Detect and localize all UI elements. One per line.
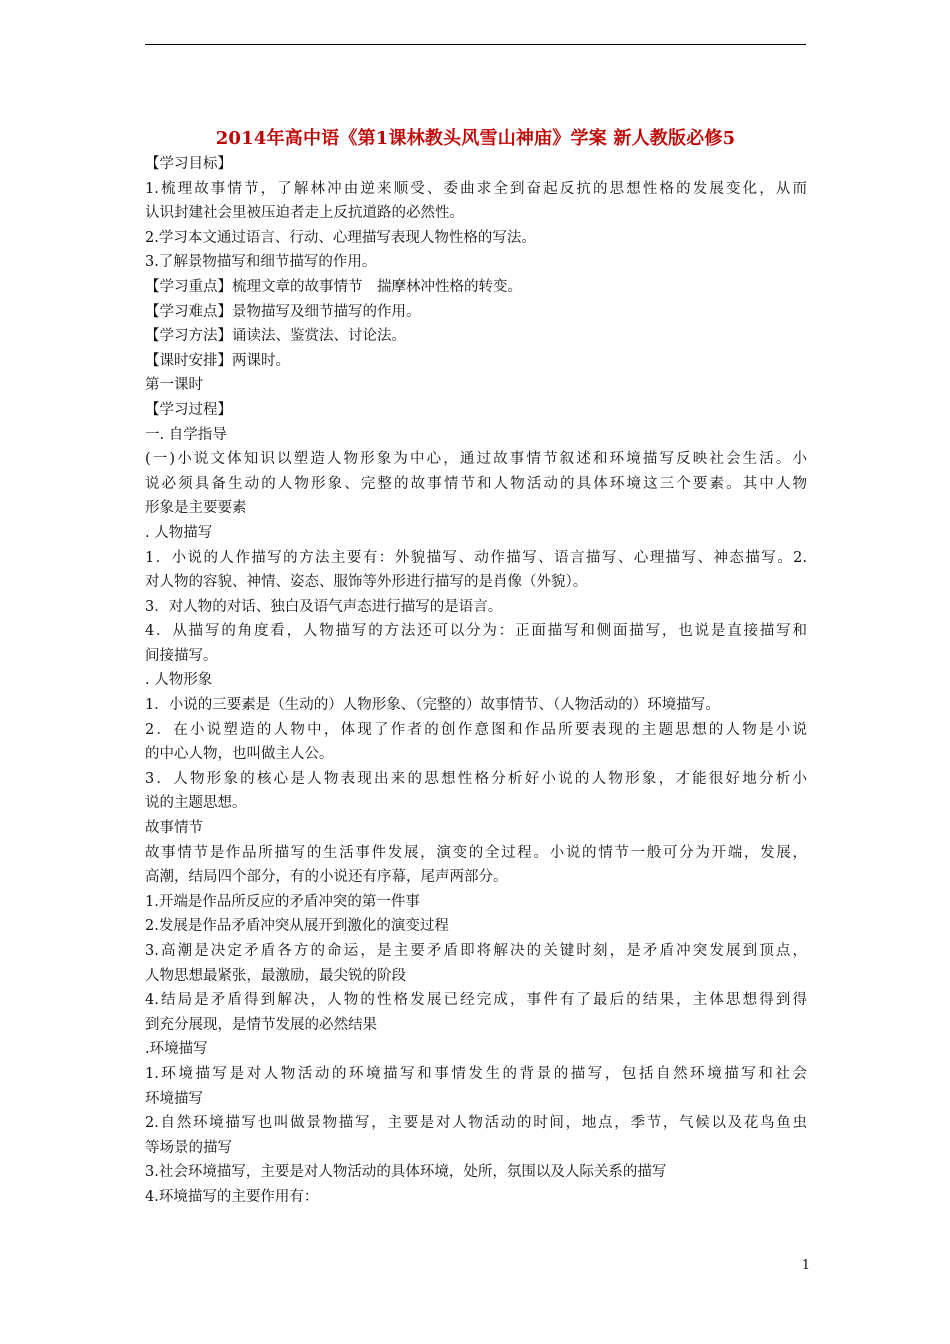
- text-line: 人物思想最紧张，最激励，最尖锐的阶段: [145, 967, 406, 984]
- text-line: 高潮，结局四个部分，有的小说还有序幕，尾声两部分。: [145, 869, 508, 886]
- document-title: 2014年高中语《第1课林教头风雪山神庙》学案 新人教版必修5: [215, 128, 736, 149]
- text-line: 2.自然环境描写也叫做景物描写，主要是对人物活动的时间，地点，季节，气候以及花鸟鱼虫: [145, 1115, 807, 1132]
- page-number: 1: [801, 1258, 810, 1273]
- text-line: 3.高潮是决定矛盾各方的命运，是主要矛盾即将解决的关键时刻，是矛盾冲突发展到顶点，: [145, 943, 807, 959]
- header-rule: [145, 44, 806, 45]
- text-line: 环境描写: [145, 1090, 203, 1107]
- text-line: 1.环境描写是对人物活动的环境描写和事情发生的背景的描写，包括自然环境描写和社会: [145, 1065, 807, 1082]
- text-line: 4.环境描写的主要作用有：: [145, 1188, 319, 1205]
- text-line: 2．在小说塑造的人物中，体现了作者的创作意图和作品所要表现的主题思想的人物是小说: [145, 721, 807, 738]
- text-line: 说的主题思想。: [145, 795, 247, 812]
- text-line: 一. 自学指导: [145, 426, 227, 443]
- text-line: .环境描写: [145, 1041, 208, 1058]
- text-line: 2.发展是作品矛盾冲突从展开到激化的演变过程: [145, 918, 449, 935]
- text-line: 4.结局是矛盾得到解决，人物的性格发展已经完成，事件有了最后的结果，主体思想得到得: [145, 992, 807, 1009]
- text-line: . 人物形象: [145, 672, 213, 689]
- text-line: (一)小说文体知识以塑造人物形象为中心，通过故事情节叙述和环境描写反映社会生活。小: [145, 451, 807, 468]
- text-line: 3．对人物的对话、独白及语气声态进行描写的是语言。: [145, 598, 503, 615]
- text-line: 【学习过程】: [145, 401, 232, 418]
- text-line: 1．小说的人作描写的方法主要有：外貌描写、动作描写、语言描写、心理描写、神态描写。2.: [145, 549, 807, 566]
- text-line: 3.社会环境描写，主要是对人物活动的具体环境，处所，氛围以及人际关系的描写: [145, 1164, 667, 1181]
- text-line: 对人物的容貌、神情、姿态、服饰等外形进行描写的是肖像（外貌）。: [145, 574, 588, 591]
- text-line: 形象是主要要素: [145, 500, 247, 517]
- text-line: 的中心人物，也叫做主人公。: [145, 746, 334, 763]
- text-line: 到充分展现，是情节发展的必然结果: [145, 1016, 377, 1033]
- text-line: 等场景的描写: [145, 1139, 232, 1156]
- text-line: 第一课时: [145, 377, 203, 394]
- document-body: [145, 152, 807, 1210]
- text-line: 【课时安排】两课时。: [145, 352, 290, 369]
- text-line: 【学习重点】梳理文章的故事情节 揣摩林冲性格的转变。: [145, 278, 522, 295]
- text-line: 【学习难点】景物描写及细节描写的作用。: [145, 303, 421, 320]
- text-line: 3.了解景物描写和细节描写的作用。: [145, 254, 377, 271]
- text-line: 1.开端是作品所反应的矛盾冲突的第一件事: [145, 893, 420, 910]
- text-line: 故事情节: [145, 820, 203, 837]
- text-line: 1．小说的三要素是（生动的）人物形象、（完整的）故事情节、（人物活动的）环境描写。: [145, 697, 720, 714]
- text-line: 3．人物形象的核心是人物表现出来的思想性格分析好小说的人物形象，才能很好地分析小: [145, 770, 807, 787]
- text-line: 4．从描写的角度看，人物描写的方法还可以分为：正面描写和侧面描写，也说是直接描写和: [145, 623, 807, 640]
- text-line: 故事情节是作品所描写的生活事件发展，演变的全过程。小说的情节一般可分为开端，发展，: [145, 844, 807, 861]
- text-line: 【学习方法】诵读法、鉴赏法、讨论法。: [145, 328, 406, 345]
- text-line: 【学习目标】: [145, 156, 232, 172]
- text-line: . 人物描写: [145, 524, 213, 541]
- text-line: 2.学习本文通过语言、行动、心理描写表现人物性格的写法。: [145, 229, 536, 246]
- text-line: 认识封建社会里被压迫者走上反抗道路的必然性。: [145, 205, 464, 222]
- text-line: 1.梳理故事情节，了解林冲由逆来顺受、委曲求全到奋起反抗的思想性格的发展变化，从而: [145, 180, 807, 197]
- text-line: 说必须具备生动的人物形象、完整的故事情节和人物活动的具体环境这三个要素。其中人物: [145, 475, 807, 492]
- text-line: 间接描写。: [145, 647, 218, 664]
